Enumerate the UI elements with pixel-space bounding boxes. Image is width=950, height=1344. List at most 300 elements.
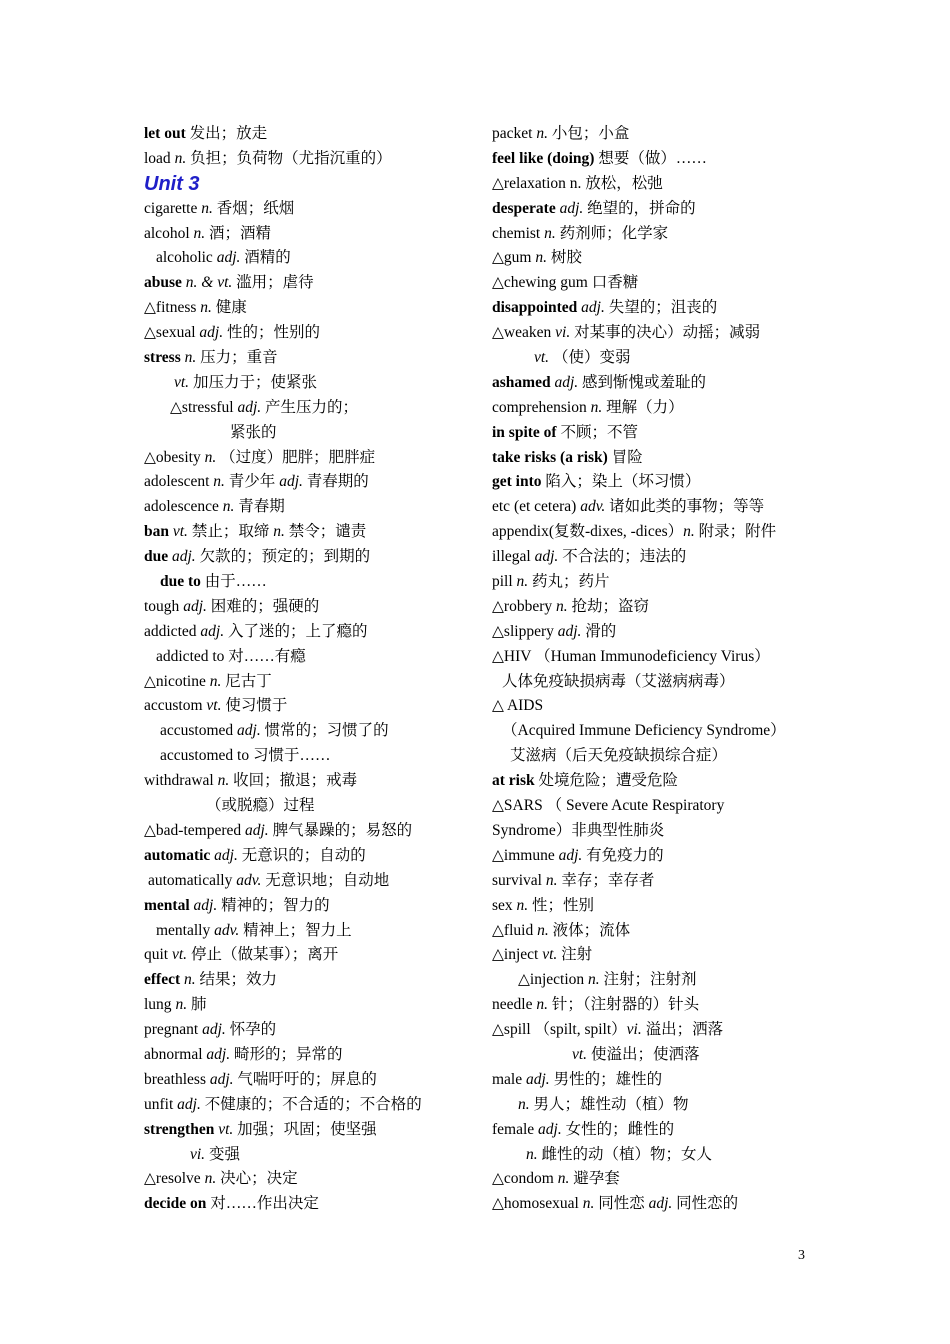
entry-headword: decide on — [144, 1195, 207, 1213]
entry-text: 药剂师；化学家 — [555, 224, 669, 242]
vocab-entry — [492, 968, 810, 993]
entry-text: alcohol — [144, 224, 194, 242]
entry-text: 畸形的；异常的 — [230, 1045, 343, 1063]
vocab-entry — [144, 769, 464, 794]
vocab-entry — [144, 869, 464, 894]
entry-text: cigarette — [144, 199, 202, 217]
entry-text: △immune — [492, 846, 559, 864]
vocab-entry — [492, 1093, 810, 1118]
entry-text: 滑的 — [581, 622, 617, 640]
vocab-entry — [144, 719, 464, 744]
entry-text: △injection — [518, 971, 589, 989]
entry-text: appendix(复数-dixes, -dices） — [492, 523, 684, 541]
part-of-speech: n. — [516, 573, 529, 591]
entry-text: 香烟；纸烟 — [212, 199, 295, 217]
entry-text: 艾滋病（后天免疫缺损综合症） — [510, 747, 728, 765]
part-of-speech: adj. — [209, 1070, 234, 1088]
entry-text: 欠款的；预定的；到期的 — [195, 548, 371, 566]
vocab-entry — [492, 246, 810, 271]
vocab-entry — [492, 1068, 810, 1093]
entry-text: （Acquired Immune Deficiency Syndrome） — [502, 722, 786, 740]
entry-text: 雌性的动（植）物；女人 — [537, 1145, 713, 1163]
vocab-entry — [144, 645, 464, 670]
entry-text: △spill （spilt, spilt） — [492, 1021, 627, 1039]
part-of-speech: n. — [683, 523, 695, 541]
vocab-entry — [144, 794, 464, 819]
entry-text: automatically — [148, 871, 237, 889]
vocab-entry — [144, 470, 464, 495]
entry-headword: desperate — [492, 199, 556, 217]
vocab-entry — [144, 943, 464, 968]
vocab-entry — [144, 620, 464, 645]
vocab-entry — [492, 421, 810, 446]
entry-text: 不顾；不管 — [556, 423, 638, 441]
entry-text: 使习惯于 — [221, 697, 288, 715]
entry-headword: stress — [144, 349, 181, 367]
entry-headword: effect — [144, 971, 181, 989]
entry-text: 有免疫力的 — [582, 846, 664, 864]
vocab-entry — [492, 346, 810, 371]
part-of-speech: vt. — [534, 349, 550, 367]
vocab-entry — [144, 1167, 464, 1192]
part-of-speech: n. — [536, 996, 548, 1014]
entry-text: 溢出；洒落 — [641, 1021, 724, 1039]
vocab-entry — [492, 1043, 810, 1068]
entry-text: 男性的；雄性的 — [549, 1070, 663, 1088]
entry-text: 精神上；智力上 — [239, 921, 352, 939]
entry-text: 紧张的 — [230, 423, 277, 441]
entry-text: accustom — [144, 697, 207, 715]
entry-text: pill — [492, 573, 517, 591]
vocab-entry — [144, 371, 464, 396]
vocab-entry — [492, 545, 810, 570]
part-of-speech: adj. — [199, 324, 224, 342]
part-of-speech: n. — [545, 871, 558, 889]
part-of-speech: adj. — [538, 1120, 562, 1138]
part-of-speech: adj. — [200, 622, 225, 640]
vocab-entry — [144, 1093, 464, 1118]
part-of-speech: n. — [184, 349, 197, 367]
entry-text: male — [492, 1070, 526, 1088]
entry-text: 变强 — [205, 1145, 240, 1163]
entry-text: 同性恋的 — [672, 1195, 739, 1213]
part-of-speech: adj. — [183, 597, 207, 615]
part-of-speech: adv. — [214, 921, 240, 939]
entry-text: sex — [492, 896, 517, 914]
entry-text: 决心；决定 — [216, 1170, 298, 1188]
entry-text: 发出；放走 — [185, 125, 268, 142]
entry-text: withdrawal — [144, 772, 218, 790]
vocab-entry — [492, 1167, 810, 1192]
entry-text: 肺 — [187, 996, 207, 1014]
entry-headword: due — [144, 548, 169, 566]
entry-text: 液体；流体 — [548, 921, 631, 939]
part-of-speech: adj. — [559, 199, 584, 217]
vocab-entry — [144, 1118, 464, 1143]
vocab-entry — [492, 197, 810, 222]
entry-text: △inject — [492, 946, 543, 964]
part-of-speech: adj. — [279, 473, 303, 491]
entry-text: 诸如此类的事物；等等 — [605, 498, 765, 516]
entry-text: 注射；注射剂 — [599, 971, 697, 989]
entry-text: accustomed to 习惯于…… — [160, 747, 331, 765]
entry-text: 性；性别 — [528, 896, 595, 914]
entry-text: 尼古丁 — [221, 672, 272, 690]
entry-text: abnormal — [144, 1045, 207, 1063]
entry-text: lung — [144, 996, 176, 1014]
part-of-speech: n. — [588, 971, 600, 989]
entry-text: Syndrome）非典型性肺炎 — [492, 821, 665, 839]
part-of-speech: vt. — [218, 1120, 234, 1138]
part-of-speech: adj. — [237, 722, 261, 740]
vocab-entry — [492, 769, 810, 794]
entry-text: △robbery — [492, 597, 556, 615]
page-number: 3 — [798, 1248, 805, 1263]
entry-text: 陷入；染上（坏习惯） — [541, 473, 701, 491]
entry-text: 怀孕的 — [225, 1021, 277, 1039]
vocab-entry — [144, 271, 464, 296]
entry-headword: ashamed — [492, 373, 551, 391]
entry-text: 对某事的决心）动摇；减弱 — [570, 324, 761, 342]
part-of-speech: n. — [217, 772, 230, 790]
vocab-entry — [492, 1192, 810, 1217]
entry-text: △gum — [492, 249, 536, 267]
entry-text: adolescence — [144, 498, 223, 516]
entry-text: 健康 — [211, 299, 247, 317]
part-of-speech: adj. — [206, 1045, 231, 1063]
vocab-entry — [492, 321, 810, 346]
entry-headword: let out — [144, 125, 186, 142]
vocab-entry — [492, 446, 810, 471]
entry-text: unfit — [144, 1095, 178, 1113]
unit-heading — [144, 172, 464, 197]
entry-text: △obesity — [144, 448, 205, 466]
vocab-entry — [144, 197, 464, 222]
part-of-speech: vt. — [172, 523, 188, 541]
vocab-entry — [492, 595, 810, 620]
entry-text: （过度）肥胖；肥胖症 — [216, 448, 376, 466]
vocab-entry — [492, 470, 810, 495]
entry-text: needle — [492, 996, 537, 1014]
vocab-entry — [492, 943, 810, 968]
entry-text: 收回；撤退；戒毒 — [229, 772, 358, 790]
entry-text: 药丸；药片 — [528, 573, 610, 591]
part-of-speech: adv. — [236, 871, 262, 889]
entry-text: quit — [144, 946, 172, 964]
entry-text: pregnant — [144, 1021, 203, 1039]
vocab-entry — [492, 222, 810, 247]
vocab-entry — [492, 993, 810, 1018]
part-of-speech: n. — [213, 473, 225, 491]
entry-text: △relaxation n. 放松，松弛 — [492, 174, 663, 192]
part-of-speech: adj. — [526, 1070, 550, 1088]
entry-text: 性的；性别的 — [223, 324, 320, 342]
part-of-speech: adj. — [557, 622, 582, 640]
part-of-speech: n. — [544, 224, 556, 242]
entry-text: female — [492, 1120, 539, 1138]
part-of-speech: n. — [184, 971, 196, 989]
entry-headword: mental — [144, 896, 190, 914]
vocab-entry — [144, 670, 464, 695]
part-of-speech: adj. — [245, 821, 269, 839]
entry-text: △slippery — [492, 622, 558, 640]
entry-text: 入了迷的；上了瘾的 — [224, 622, 368, 640]
entry-text: △homosexual — [492, 1195, 583, 1213]
part-of-speech: vi. — [626, 1021, 642, 1039]
entry-text: 冒险 — [607, 448, 643, 466]
vocab-entry — [144, 520, 464, 545]
entry-text: 同性恋 — [594, 1195, 649, 1213]
vocab-entry — [492, 122, 810, 147]
vocab-entry — [492, 495, 810, 520]
vocab-entry — [144, 744, 464, 769]
vocab-entry — [144, 1068, 464, 1093]
entry-headword: in spite of — [492, 423, 557, 441]
entry-text: illegal — [492, 548, 535, 566]
entry-text: load — [144, 149, 175, 167]
part-of-speech: n. & vt. — [185, 274, 233, 292]
entry-text: △resolve — [144, 1170, 205, 1188]
vocab-entry — [144, 1018, 464, 1043]
vocab-entry — [144, 421, 464, 446]
entry-text: 树胶 — [546, 249, 582, 267]
entry-text: 绝望的，拼命的 — [583, 199, 696, 217]
vocab-entry — [492, 147, 810, 172]
vocab-entry — [144, 396, 464, 421]
entry-text: 无意识地；自动地 — [261, 871, 390, 889]
part-of-speech: n. — [518, 1095, 530, 1113]
entry-text: 滥用；虐待 — [232, 274, 314, 292]
vocab-entry — [492, 844, 810, 869]
entry-text: 理解（力） — [602, 398, 684, 416]
entry-text: △sexual — [144, 324, 200, 342]
vocab-entry — [492, 172, 810, 197]
entry-text: 人体免疫缺损病毒（艾滋病病毒） — [502, 672, 735, 690]
entry-text: △nicotine — [144, 672, 210, 690]
entry-text: 酒精的 — [240, 249, 291, 267]
entry-text: 禁止；取缔 — [187, 523, 274, 541]
vocab-entry — [144, 919, 464, 944]
part-of-speech: adj. — [177, 1095, 201, 1113]
part-of-speech: n. — [174, 149, 187, 167]
entry-text: 脾气暴躁的；易怒的 — [268, 821, 413, 839]
entry-text: 感到惭愧或羞耻的 — [578, 373, 707, 391]
part-of-speech: adj. — [534, 548, 559, 566]
vocab-entry — [144, 694, 464, 719]
vocab-entry — [492, 719, 810, 744]
entry-text: adolescent — [144, 473, 214, 491]
part-of-speech: n. — [209, 672, 222, 690]
entry-text: 加压力于；使紧张 — [189, 373, 317, 391]
entry-text: △weaken — [492, 324, 556, 342]
part-of-speech: adv. — [580, 498, 606, 516]
entry-text: △ AIDS — [492, 697, 544, 715]
vocab-entry — [492, 1143, 810, 1168]
left-column — [144, 122, 464, 1217]
part-of-speech: adj. — [581, 299, 605, 317]
entry-headword: feel like (doing) — [492, 149, 595, 167]
vocab-entry — [492, 271, 810, 296]
part-of-speech: vi. — [190, 1145, 206, 1163]
entry-text: tough — [144, 597, 184, 615]
vocab-entry — [144, 1192, 464, 1217]
vocab-entry — [492, 819, 810, 844]
part-of-speech: n. — [557, 1170, 570, 1188]
entry-text: 失望的；沮丧的 — [604, 299, 718, 317]
vocab-entry — [492, 1018, 810, 1043]
entry-text: chemist — [492, 224, 545, 242]
part-of-speech: n. — [536, 125, 548, 142]
entry-text: breathless — [144, 1070, 210, 1088]
vocab-entry — [492, 371, 810, 396]
part-of-speech: vt. — [174, 373, 190, 391]
entry-headword: ban — [144, 523, 169, 541]
entry-text: △bad-tempered — [144, 821, 245, 839]
part-of-speech: n. — [175, 996, 188, 1014]
entry-headword: get into — [492, 473, 542, 491]
part-of-speech: n. — [535, 249, 547, 267]
entry-headword: disappointed — [492, 299, 578, 317]
entry-text: 由于…… — [200, 573, 267, 591]
entry-text: 处境危险；遭受危险 — [534, 772, 679, 790]
vocab-entry — [144, 819, 464, 844]
vocab-entry — [492, 670, 810, 695]
entry-text: 无意识的；自动的 — [237, 846, 366, 864]
vocab-entry — [144, 495, 464, 520]
vocab-entry — [144, 595, 464, 620]
entry-text: 产生压力的； — [261, 398, 359, 416]
entry-text: Unit 3 — [144, 172, 200, 195]
vocab-entry — [492, 620, 810, 645]
vocab-entry — [492, 794, 810, 819]
vocab-entry — [144, 968, 464, 993]
right-column — [492, 122, 810, 1217]
entry-headword: take risks (a risk) — [492, 448, 608, 466]
vocab-entry — [492, 570, 810, 595]
entry-text: 对……作出决定 — [206, 1195, 319, 1213]
entry-text: 青少年 — [224, 473, 280, 491]
part-of-speech: n. — [273, 523, 285, 541]
entry-text: 停止（做某事）；离开 — [187, 946, 339, 964]
entry-headword: at risk — [492, 772, 535, 790]
entry-text: 禁令；谴责 — [284, 523, 367, 541]
entry-text: packet — [492, 125, 537, 142]
entry-text: 男人；雄性动（植）物 — [529, 1095, 689, 1113]
entry-text: 附录；附件 — [694, 523, 777, 541]
part-of-speech: n. — [516, 896, 529, 914]
entry-text: （使）变弱 — [549, 349, 631, 367]
vocab-entry — [144, 446, 464, 471]
entry-text: 结果；效力 — [195, 971, 278, 989]
entry-text: 负担；负荷物（尤指沉重的） — [186, 149, 392, 167]
entry-text: 困难的；强硬的 — [206, 597, 320, 615]
entry-text: comprehension — [492, 398, 591, 416]
part-of-speech: vt. — [172, 946, 188, 964]
entry-text: addicted to 对……有瘾 — [156, 647, 306, 665]
entry-headword: automatic — [144, 846, 211, 864]
part-of-speech: n. — [582, 1195, 595, 1213]
entry-text: 不健康的；不合适的；不合格的 — [200, 1095, 422, 1113]
vocab-entry — [492, 296, 810, 321]
vocab-entry — [492, 1118, 810, 1143]
entry-text: 气喘吁吁的；屏息的 — [233, 1070, 377, 1088]
part-of-speech: adj. — [193, 896, 218, 914]
vocab-entry — [144, 844, 464, 869]
entry-text: 避孕套 — [569, 1170, 620, 1188]
vocab-entry — [144, 246, 464, 271]
vocab-entry — [144, 296, 464, 321]
vocab-entry — [492, 645, 810, 670]
entry-text: △stressful — [170, 398, 238, 416]
entry-text: 针；（注射器的）针头 — [547, 996, 700, 1014]
entry-text: △SARS （ Severe Acute Respiratory — [492, 797, 725, 815]
entry-text: 想要（做）…… — [594, 149, 707, 167]
entry-text: 加强；巩固；使坚强 — [233, 1120, 377, 1138]
part-of-speech: adj. — [554, 373, 579, 391]
vocab-entry — [144, 1043, 464, 1068]
part-of-speech: adj. — [214, 846, 238, 864]
entry-text: 注射 — [557, 946, 593, 964]
vocab-entry — [144, 1143, 464, 1168]
vocab-entry — [492, 919, 810, 944]
part-of-speech: vt. — [206, 697, 222, 715]
vocab-entry — [492, 894, 810, 919]
part-of-speech: adj. — [202, 1021, 226, 1039]
vocab-entry — [492, 869, 810, 894]
entry-text: alcoholic — [156, 249, 217, 267]
entry-text: 小包；小盒 — [547, 125, 630, 142]
part-of-speech: n. — [537, 921, 549, 939]
entry-text: mentally — [156, 921, 215, 939]
part-of-speech: adj. — [648, 1195, 673, 1213]
entry-headword: strengthen — [144, 1120, 215, 1138]
vocab-entry — [144, 222, 464, 247]
entry-text: 青春期的 — [302, 473, 369, 491]
entry-text: 不合法的；违法的 — [558, 548, 687, 566]
vocab-entry — [144, 570, 464, 595]
part-of-speech: vi. — [555, 324, 571, 342]
entry-text: △fitness — [144, 299, 201, 317]
part-of-speech: adj. — [237, 398, 262, 416]
entry-text: etc (et cetera) — [492, 498, 581, 516]
entry-headword: due to — [160, 573, 201, 591]
vocab-entry — [144, 993, 464, 1018]
entry-text: 抢劫；盗窃 — [567, 597, 650, 615]
vocab-entry — [144, 894, 464, 919]
entry-text: （或脱瘾）过程 — [206, 797, 315, 815]
vocab-entry — [492, 520, 810, 545]
vocab-entry — [144, 346, 464, 371]
part-of-speech: vt. — [542, 946, 558, 964]
part-of-speech: n. — [204, 1170, 217, 1188]
entry-text: accustomed — [160, 722, 238, 740]
entry-text: 惯常的；习惯了的 — [260, 722, 389, 740]
vocab-entry — [144, 321, 464, 346]
entry-text: △chewing gum 口香糖 — [492, 274, 639, 292]
entry-text: 青春期 — [234, 498, 285, 516]
part-of-speech: n. — [193, 224, 206, 242]
vocab-entry — [492, 396, 810, 421]
entry-text: addicted — [144, 622, 201, 640]
vocab-entry — [492, 744, 810, 769]
part-of-speech: n. — [556, 597, 568, 615]
vocab-entry — [144, 545, 464, 570]
vocab-entry — [144, 147, 464, 172]
part-of-speech: n. — [200, 299, 212, 317]
entry-text: 精神的；智力的 — [217, 896, 330, 914]
entry-text: △fluid — [492, 921, 538, 939]
entry-text: 女性的；雌性的 — [561, 1120, 675, 1138]
